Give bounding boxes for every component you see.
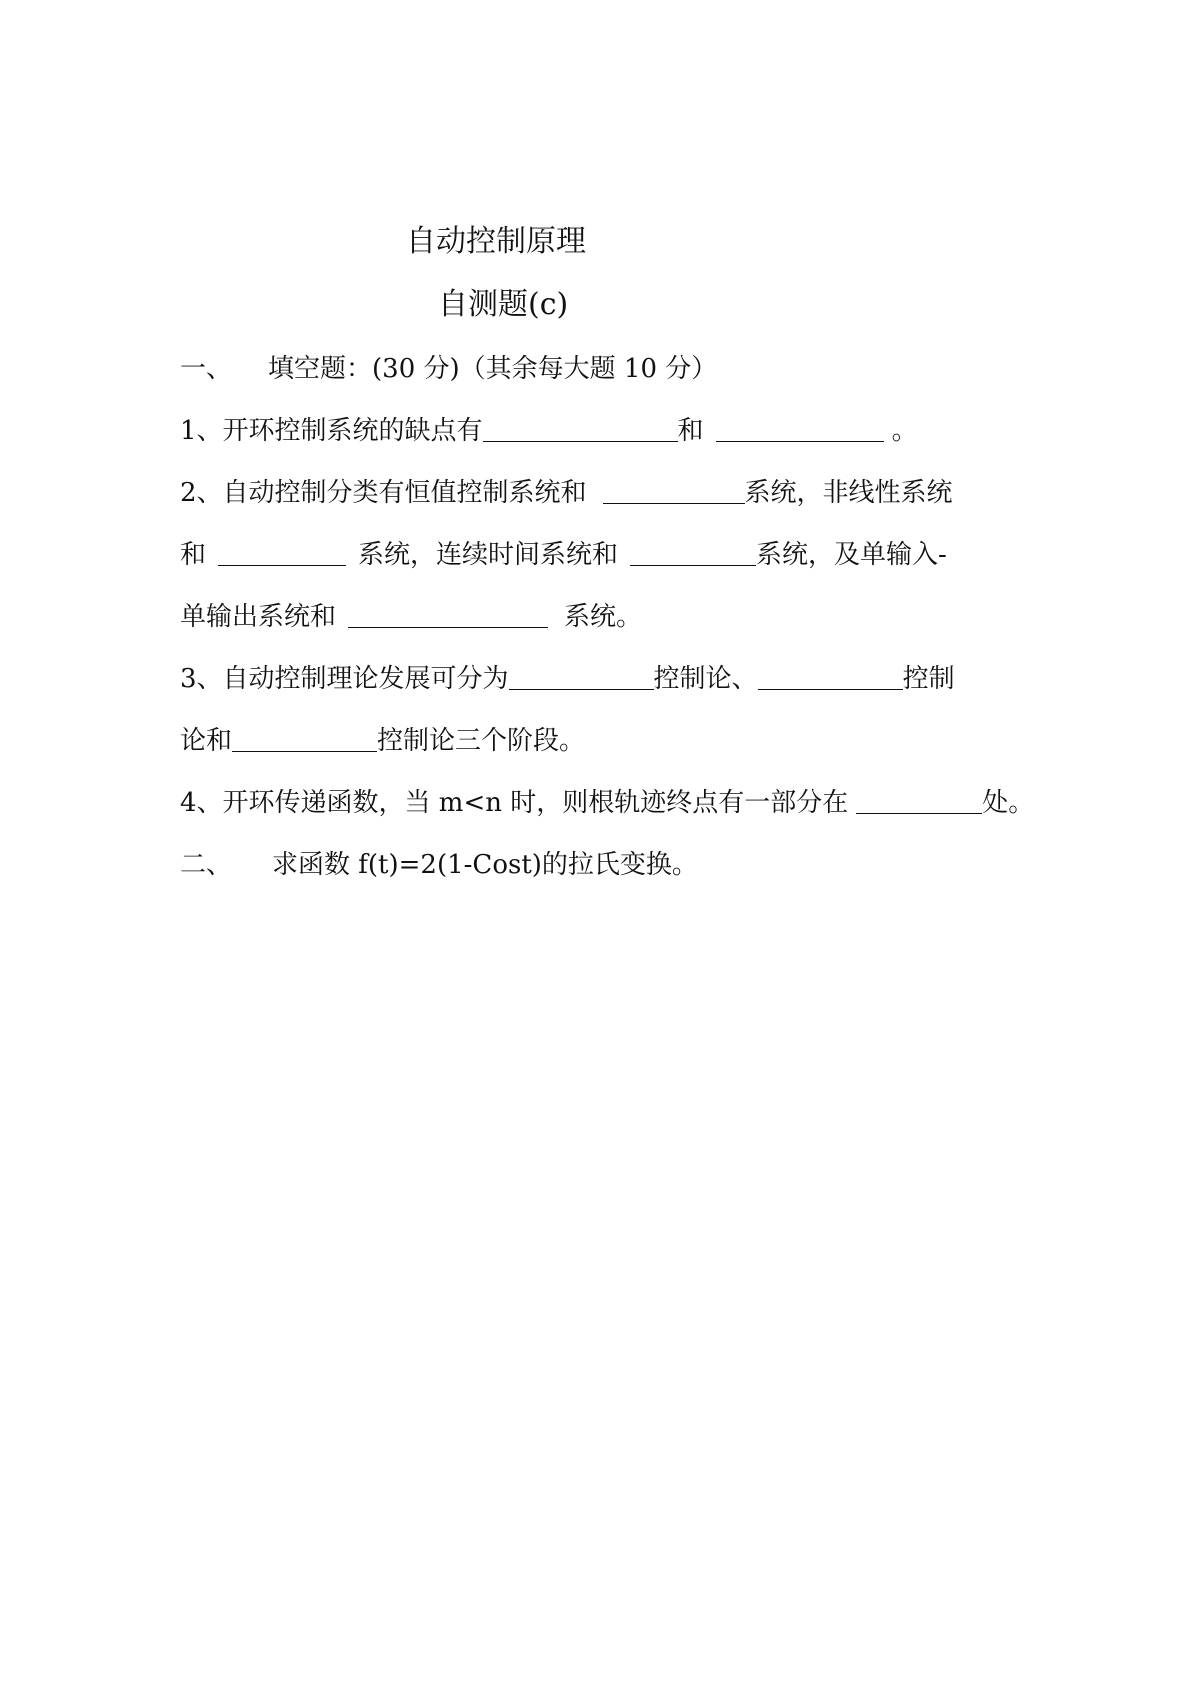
question-4 [180, 786, 1034, 820]
question-3-text-e: 控制论三个阶段。 [377, 726, 586, 756]
question-2-text-d: 系统，连续时间系统和 [358, 540, 619, 570]
document-title: 自动控制原理 [406, 224, 586, 259]
question-3-text-d: 论和 [180, 726, 233, 756]
question-3-text-c: 控制 [902, 664, 955, 694]
question-1-text-b: 和 [677, 416, 704, 446]
blank-2d[interactable] [348, 601, 548, 628]
question-4-text-b: 处。 [982, 788, 1035, 818]
section-one-text: 填空题：(30 分)（其余每大题 10 分） [268, 354, 718, 384]
blank-1a[interactable] [483, 415, 678, 442]
question-1 [180, 414, 918, 448]
question-3-line-1 [180, 662, 955, 696]
question-2-text-e: 系统，及单输入- [756, 540, 947, 570]
blank-4a[interactable] [856, 787, 982, 814]
question-2-text-f: 单输出系统和 [180, 602, 337, 632]
question-1-text-a: 1、开环控制系统的缺点有 [180, 416, 483, 446]
question-2-text-c: 和 [180, 540, 207, 570]
section-one-heading [180, 352, 717, 386]
question-3-text-a: 3、自动控制理论发展可分为 [180, 664, 509, 694]
question-3-text-b: 控制论、 [653, 664, 758, 694]
section-two-text: 求函数 f(t)=2(1-Cost)的拉氏变换。 [272, 850, 698, 880]
blank-2b[interactable] [218, 539, 346, 566]
blank-3b[interactable] [758, 663, 903, 690]
question-2-line-3 [180, 600, 642, 634]
section-two-number: 二、 [180, 850, 233, 880]
blank-2a[interactable] [603, 477, 745, 504]
section-two-heading [180, 848, 698, 882]
blank-1b[interactable] [716, 415, 884, 442]
question-2-text-b: 系统，非线性系统 [744, 478, 953, 508]
question-4-text-a: 4、开环传递函数，当 m<n 时，则根轨迹终点有一部分在 [180, 788, 849, 818]
document-subtitle: 自测题(c) [438, 287, 569, 322]
question-2-line-2 [180, 538, 947, 572]
blank-3c[interactable] [232, 725, 377, 752]
section-one-number: 一、 [180, 354, 233, 384]
blank-3a[interactable] [509, 663, 654, 690]
question-2-text-g: 系统。 [564, 602, 643, 632]
question-2-text-a: 2、自动控制分类有恒值控制系统和 [180, 478, 587, 508]
blank-2c[interactable] [630, 539, 756, 566]
question-1-text-c: 。 [891, 416, 918, 446]
question-2-line-1 [180, 476, 953, 510]
question-3-line-2 [180, 724, 585, 758]
